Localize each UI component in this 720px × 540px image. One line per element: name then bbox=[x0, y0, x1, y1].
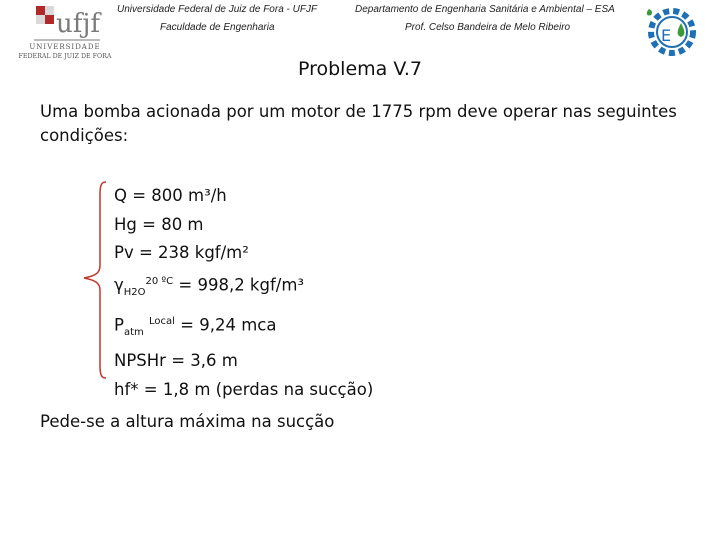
vapor-pressure: Pv = 238 kgf/m² bbox=[114, 243, 249, 263]
svg-text:ufjf: ufjf bbox=[56, 9, 101, 39]
conditions-list bbox=[114, 182, 373, 405]
header-faculty: Faculdade de Engenharia bbox=[160, 22, 275, 33]
left-brace bbox=[80, 180, 110, 380]
svg-text:FEDERAL DE JUIZ DE FORA: FEDERAL DE JUIZ DE FORA bbox=[18, 53, 112, 60]
suction-losses: hf* = 1,8 m (perdas na sucção) bbox=[114, 379, 374, 399]
esa-gear-logo bbox=[641, 3, 699, 59]
specific-weight: $\gamma_{H2O}^{20 ºC} = 998,2$ kgf/m³ bbox=[114, 275, 305, 298]
problem-statement: Uma bomba acionada por um motor de 1775 rpm deve operar nas seguintes condições: bbox=[40, 102, 677, 145]
npsh-required: NPSHr = 3,6 m bbox=[114, 351, 238, 371]
ufjf-logo bbox=[8, 2, 123, 62]
atmospheric-pressure: $P_{atm}$ $^{Local}$ = 9,24 mca bbox=[114, 315, 277, 338]
geometric-head: Hg = 80 m bbox=[114, 214, 204, 234]
header-professor: Prof. Celso Bandeira de Melo Ribeiro bbox=[405, 22, 571, 33]
svg-text:UNIVERSIDADE: UNIVERSIDADE bbox=[29, 43, 101, 51]
header-university: Universidade Federal de Juiz de Fora - UFJF bbox=[117, 4, 318, 15]
header-department: Departamento de Engenharia Sanitária e Ambiental – ESA bbox=[355, 4, 615, 15]
flow-rate: Q = 800 m³/h bbox=[114, 186, 227, 205]
problem-title: Problema V.7 bbox=[297, 58, 423, 80]
svg-text:E: E bbox=[661, 26, 672, 45]
question-text: Pede-se a altura máxima na sucção bbox=[40, 412, 335, 431]
